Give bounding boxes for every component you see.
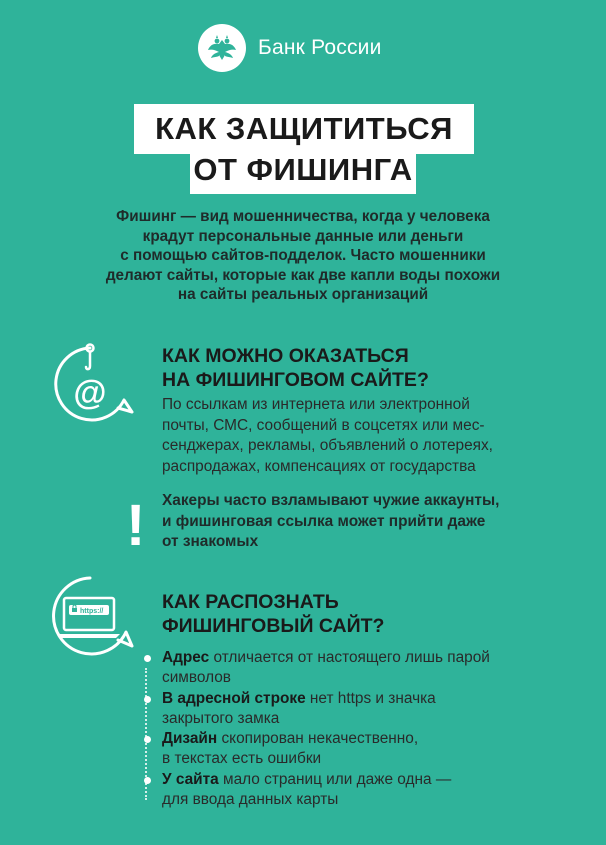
section1-title: [162, 344, 429, 392]
section1-body-line: почты, СМС, сообщений в соцсетях или мес-: [162, 416, 485, 434]
double-headed-eagle-icon: [198, 24, 246, 72]
title-line-2: ОТ ФИШИНГА: [190, 146, 416, 194]
list-item: [142, 770, 582, 811]
section1-body-line: По ссылкам из интернета или электронной: [162, 396, 470, 413]
warning-line: от знакомых: [162, 533, 259, 550]
laptop-https-label: https://: [80, 608, 104, 615]
list-item-text: в текстах есть ошибки: [162, 750, 322, 768]
intro-line: на сайты реальных организаций: [177, 286, 429, 303]
intro-line: с помощью сайтов-подделок. Часто мошенники: [120, 247, 486, 264]
list-item: [142, 648, 582, 689]
list-item-bold: В адресной строке: [162, 689, 306, 707]
list-item-bold: Дизайн: [162, 730, 218, 748]
list-item-text: символов: [162, 669, 231, 687]
list-item-bold: Адрес: [162, 649, 210, 666]
list-item-bold: У сайта: [162, 770, 219, 788]
intro-line: крадут персональные данные или деньги: [142, 227, 464, 245]
title-line-1: КАК ЗАЩИТИТЬСЯ: [134, 104, 474, 154]
signs-list: [142, 648, 582, 810]
list-item-text: мало страниц или даже одна —: [218, 770, 452, 788]
bullet-dot-icon: [144, 696, 151, 703]
list-item-text: отличается от настоящего лишь парой: [209, 649, 490, 666]
list-item: [142, 689, 582, 730]
list-item-text: для ввода данных карты: [162, 791, 339, 809]
intro-text: [30, 207, 576, 305]
section2-title: [162, 590, 384, 638]
section1-body: [162, 395, 582, 477]
warning-line: и фишинговая ссылка может прийти даже: [162, 512, 486, 530]
section2-title-line: ФИШИНГОВЫЙ САЙТ?: [162, 615, 385, 637]
at-sign-fishhook-icon: [44, 340, 136, 432]
section2-title-line: КАК РАСПОЗНАТЬ: [162, 591, 339, 613]
section1-body-line: сенджерах, рекламы, объявлений о лотереях,: [162, 437, 493, 454]
exclamation-icon: !: [126, 493, 146, 558]
intro-line: делают сайты, которые как две капли воды похожи: [105, 266, 501, 284]
bank-name: Банк России: [258, 36, 382, 59]
list-item-text: закрытого замка: [162, 709, 280, 727]
list-item: [142, 729, 582, 770]
bullet-dot-icon: [144, 777, 151, 784]
bullet-dot-icon: [144, 655, 151, 662]
list-item-text: скопирован некачественно,: [217, 730, 419, 748]
section1-body-line: распродажах, компенсациях от государства: [162, 457, 476, 475]
svg-text:@: @: [73, 374, 107, 412]
intro-line: Фишинг — вид мошенничества, когда у человека: [116, 208, 490, 225]
list-item-text: нет https и значка: [305, 689, 436, 707]
section1-title-line: КАК МОЖНО ОКАЗАТЬСЯ: [162, 345, 409, 367]
bank-logo: [198, 24, 382, 72]
warning-line: Хакеры часто взламывают чужие аккаунты,: [162, 492, 500, 509]
warning-text: [162, 491, 582, 553]
bullet-dot-icon: [144, 736, 151, 743]
laptop-https-icon: [44, 572, 136, 664]
section1-title-line: НА ФИШИНГОВОМ САЙТЕ?: [162, 369, 429, 391]
